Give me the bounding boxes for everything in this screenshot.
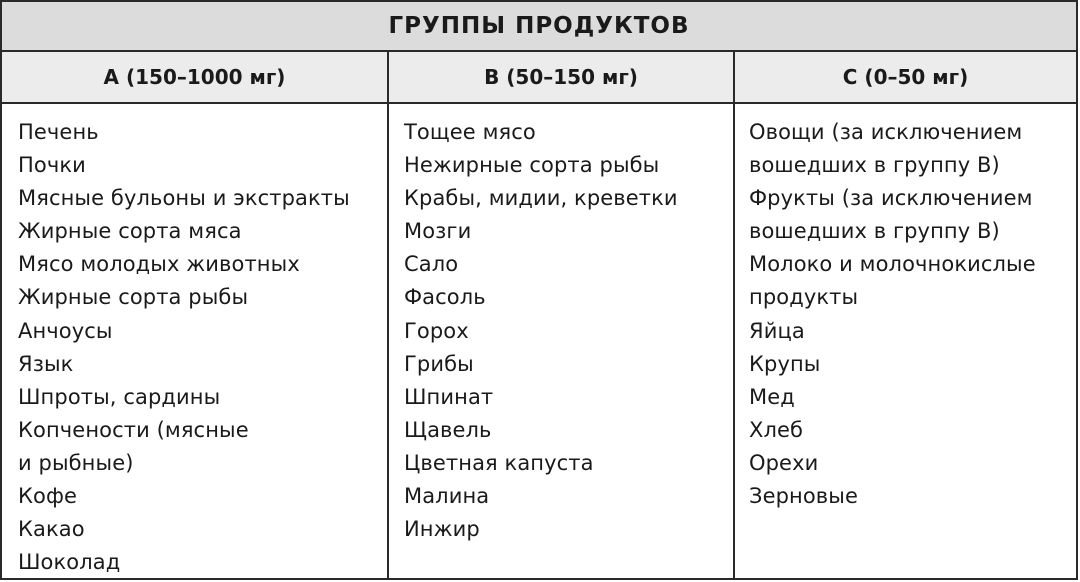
- list-item: Язык: [18, 351, 74, 376]
- list-item: вошедших в группу В): [749, 219, 1000, 244]
- list-item: Шпроты, сардины: [18, 384, 221, 409]
- list-item: и рыбные): [18, 450, 134, 475]
- list-item: Жирные сорта мяса: [18, 219, 242, 244]
- list-item: Яйца: [749, 318, 805, 343]
- list-item: Шоколад: [18, 550, 121, 575]
- list-item: Жирные сорта рыбы: [18, 285, 249, 310]
- column-a-list: [2, 104, 389, 578]
- list-item: Тощее мясо: [404, 120, 536, 144]
- list-item: Копчености (мясные: [18, 417, 249, 442]
- list-item: Грибы: [404, 351, 474, 376]
- list-item: Горох: [404, 318, 469, 343]
- list-item: Нежирные сорта рыбы: [404, 153, 660, 178]
- list-item: Печень: [18, 120, 99, 144]
- list-item: продукты: [749, 285, 859, 310]
- list-item: Хлеб: [749, 417, 804, 442]
- list-item: Почки: [18, 153, 86, 178]
- list-item: Мед: [749, 384, 795, 409]
- list-item: вошедших в группу В): [749, 153, 1000, 178]
- list-item: Мозги: [404, 219, 472, 244]
- list-item: Инжир: [404, 517, 480, 542]
- list-item: Молоко и молочнокислые: [749, 252, 1036, 277]
- list-item: Щавель: [404, 417, 492, 442]
- table-body-row: [2, 104, 1076, 578]
- column-header-row: [2, 52, 1076, 104]
- list-item: Фасоль: [404, 285, 486, 310]
- list-item: Крупы: [749, 351, 821, 376]
- table-title: ГРУППЫ ПРОДУКТОВ: [2, 2, 1076, 52]
- column-header-c: C (0–50 мг): [842, 65, 969, 89]
- column-header-b: B (50–150 мг): [389, 52, 735, 102]
- list-item: Какао: [18, 517, 85, 542]
- list-item: Орехи: [749, 450, 819, 475]
- list-item: Сало: [404, 252, 459, 277]
- list-item: Зерновые: [749, 484, 858, 509]
- list-item: Цветная капуста: [404, 450, 594, 475]
- list-item: Анчоусы: [18, 318, 113, 343]
- list-item: Крабы, мидии, креветки: [404, 186, 678, 211]
- list-item: Малина: [404, 484, 490, 509]
- list-item: Шпинат: [404, 384, 494, 409]
- list-item: Фрукты (за исключением: [749, 186, 1033, 211]
- column-c-list: [735, 104, 1076, 578]
- list-item: Мясо молодых животных: [18, 252, 300, 277]
- column-b-list: [389, 104, 735, 578]
- list-item: Мясные бульоны и экстракты: [18, 186, 350, 211]
- column-header-a: A (150–1000 мг): [2, 52, 389, 102]
- list-item: Кофе: [18, 484, 78, 509]
- list-item: Овощи (за исключением: [749, 120, 1023, 144]
